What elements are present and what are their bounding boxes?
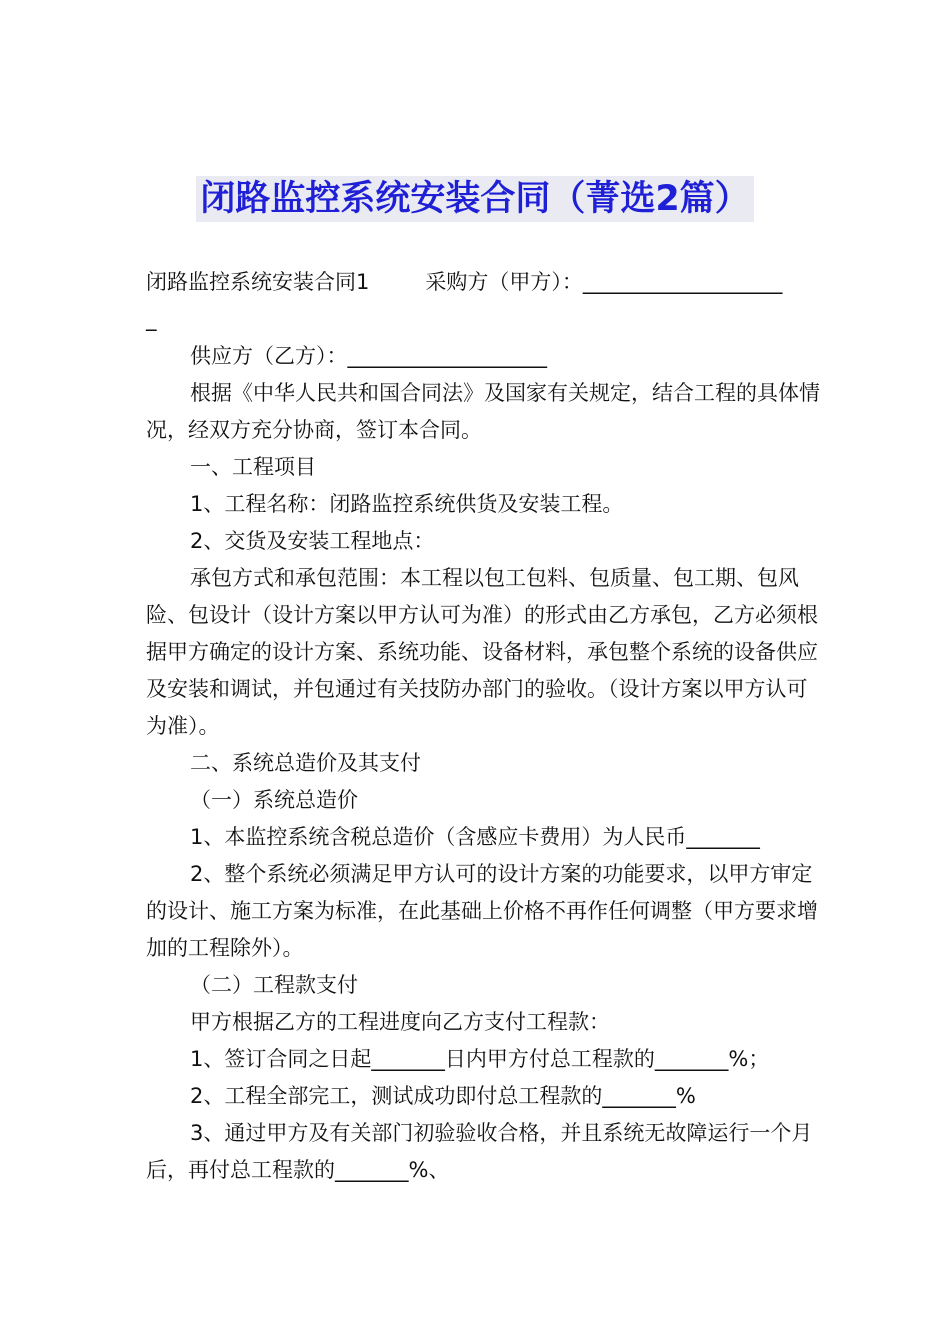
paragraph-basis: 根据《中华人民共和国合同法》及国家有关规定，结合工程的具体情况，经双方充分协商，签订本合同。 [146,381,820,442]
paragraph-payment-2: 2、工程全部完工，测试成功即付总工程款的_______% [190,1084,696,1108]
subsection-heading-payment: （二）工程款支付 [190,973,358,997]
document-body [146,264,826,1189]
paragraph-payment-3: 3、通过甲方及有关部门初验验收合格，并且系统无故障运行一个月后，再付总工程款的_______%、 [146,1121,813,1182]
paragraph-location: 2、交货及安装工程地点： [190,529,435,553]
section-heading-price: 二、系统总造价及其支付 [190,751,421,775]
section-heading-project: 一、工程项目 [190,455,316,479]
paragraph-requirements: 2、整个系统必须满足甲方认可的设计方案的功能要求，以甲方审定的设计、施工方案为标准，在此基础上价格不再作任何调整（甲方要求增加的工程除外）。 [146,862,818,960]
paragraph-project-name: 1、工程名称：闭路监控系统供货及安装工程。 [190,492,624,516]
paragraph-buyer-continuation: _ [146,307,157,331]
title-container [0,176,950,222]
document-title: 闭路监控系统安装合同（菁选2篇） [196,176,753,222]
paragraph-contract-heading [146,264,826,301]
paragraph-total-price: 1、本监控系统含税总造价（含感应卡费用）为人民币_______ [190,825,760,849]
paragraph-payment-1: 1、签订合同之日起_______日内甲方付总工程款的_______%； [190,1047,770,1071]
buyer-field: 采购方（甲方）：___________________ [425,270,783,294]
paragraph-supplier: 供应方（乙方）：___________________ [190,344,547,368]
subsection-heading-total: （一）系统总造价 [190,788,358,812]
paragraph-payment-intro: 甲方根据乙方的工程进度向乙方支付工程款： [190,1010,610,1034]
paragraph-scope: 承包方式和承包范围：本工程以包工包料、包质量、包工期、包风险、包设计（设计方案以甲方认可为准）的形式由乙方承包，乙方必须根据甲方确定的设计方案、系统功能、设备材料，承包整个系统的设备供应及安装和调试，并包通过有关技防办部门的验收。（设计方案以甲方认可为准）。 [146,566,818,738]
contract-number-label: 闭路监控系统安装合同1 [146,270,370,294]
